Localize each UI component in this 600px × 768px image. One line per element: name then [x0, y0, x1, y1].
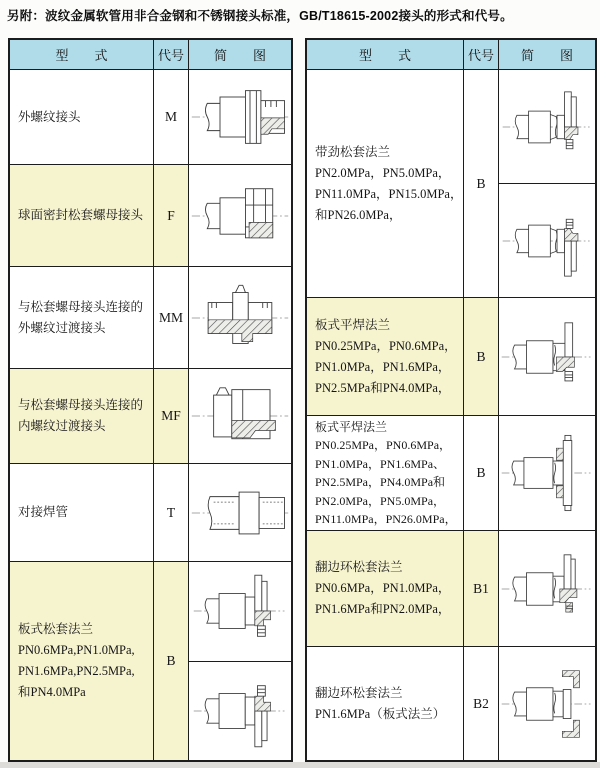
code-cell: B2: [464, 647, 499, 760]
code-cell: MM: [154, 267, 189, 369]
type-cell: [10, 369, 154, 464]
necked-loose-flange-up-diagram: [501, 75, 593, 179]
diagram-cell: [499, 70, 595, 298]
type-text: 球面密封松套螺母接头: [18, 208, 144, 222]
male-thread-fitting-diagram: [190, 75, 290, 159]
type-cell: [10, 267, 154, 369]
flanged-ring-loose-plate-flange-diagram: [500, 654, 594, 754]
type-text: 外螺纹接头: [18, 109, 81, 124]
diagram-subcell: [189, 662, 291, 761]
type-text: 对接焊管: [18, 505, 69, 519]
diagram-cell: [189, 369, 291, 464]
type-text: 和PN26.0MPa，: [315, 207, 402, 222]
female-thread-transition-diagram: [190, 373, 290, 459]
type-text: 板式平焊法兰: [315, 419, 388, 434]
type-cell: [307, 298, 464, 416]
diagram-cell: [189, 464, 291, 562]
code-cell: B: [464, 70, 499, 298]
code-cell: MF: [154, 369, 189, 464]
header-code: 代号: [464, 40, 499, 70]
header-diagram: 简 图: [499, 40, 595, 70]
diagram-cell: [189, 165, 291, 267]
diagram-subcell: [499, 70, 595, 184]
necked-loose-flange-down-diagram: [501, 189, 593, 293]
diagram-cell: [499, 416, 595, 531]
type-text: 带劲松套法兰: [315, 144, 391, 159]
type-text: PN0.25MPa，PN0.6MPa，: [315, 338, 457, 353]
type-text: 翻边环松套法兰: [315, 685, 403, 700]
type-cell: [307, 647, 464, 760]
diagram-cell: [499, 647, 595, 760]
fittings-table-right: [305, 38, 597, 762]
type-cell: [307, 70, 464, 298]
diagram-cell: [499, 298, 595, 416]
header-type: 型 式: [10, 40, 154, 70]
header-code: 代号: [154, 40, 189, 70]
code-cell: B: [464, 298, 499, 416]
code-cell: M: [154, 70, 189, 165]
plate-loose-flange-up-diagram: [192, 566, 288, 656]
type-cell: [307, 416, 464, 531]
diagram-subcell: [499, 184, 595, 297]
code-cell: F: [154, 165, 189, 267]
code-cell: T: [154, 464, 189, 562]
type-text: PN0.6MPa,PN1.0MPa,: [18, 643, 135, 657]
plate-loose-flange-down-diagram: [192, 666, 288, 756]
header-type: 型 式: [307, 40, 464, 70]
diagram-cell: [189, 267, 291, 369]
type-text: 外螺纹过渡接头: [18, 320, 106, 335]
type-cell: [10, 70, 154, 165]
type-text: PN11.0MPa，PN26.0MPa，: [315, 512, 457, 526]
type-text: PN1.6MPa,PN2.5MPa,: [18, 664, 135, 678]
diagram-subcell: [189, 562, 291, 662]
type-text: PN1.6MPa和PN2.0MPa，: [315, 602, 451, 616]
male-thread-transition-diagram: [190, 272, 290, 364]
spherical-seal-loose-nut-diagram: [190, 170, 290, 262]
type-text: PN0.6MPa，PN1.0MPa，: [315, 581, 451, 595]
page-bottom-margin: [0, 762, 600, 768]
type-text: PN1.0MPa，PN1.6MPa，: [315, 359, 451, 374]
diagram-cell: [499, 531, 595, 647]
type-text: 内螺纹过渡接头: [18, 419, 106, 433]
type-text: PN1.0MPa，PN1.6MPa、: [315, 456, 446, 471]
type-text: 与松套螺母接头连接的: [18, 398, 144, 412]
type-cell: [307, 531, 464, 647]
code-cell: B: [154, 562, 189, 760]
type-text: PN2.5MPa和PN4.0MPa，: [315, 380, 451, 395]
flanged-ring-loose-flange-diagram: [500, 538, 594, 640]
type-text: PN2.0MPa，PN5.0MPa，: [315, 493, 446, 508]
code-cell: B: [464, 416, 499, 531]
butt-weld-pipe-diagram: [190, 470, 290, 556]
type-text: 板式松套法兰: [18, 622, 94, 636]
type-text: PN0.25MPa，PN0.6MPa，: [315, 438, 452, 452]
type-cell: [10, 464, 154, 562]
type-text: PN1.6MPa（板式法兰）: [315, 706, 446, 721]
fittings-table-left: [8, 38, 293, 762]
header-diagram: 简 图: [189, 40, 291, 70]
type-cell: [10, 165, 154, 267]
plate-weld-flange-diagram: [500, 305, 594, 409]
type-cell: [10, 562, 154, 760]
code-cell: B1: [464, 531, 499, 647]
type-text: 板式平焊法兰: [315, 317, 391, 332]
page-caption: 另附：波纹金属软管用非合金钢和不锈钢接头标准，GB/T18615-2002接头的形式和代号。: [7, 9, 513, 23]
type-text: 与松套螺母接头连接的: [18, 299, 144, 314]
type-text: 和PN4.0MPa: [18, 685, 86, 699]
type-text: PN2.0MPa，PN5.0MPa，: [315, 165, 451, 180]
diagram-cell: [189, 562, 291, 760]
type-text: 翻边环松套法兰: [315, 560, 403, 574]
type-text: PN11.0MPa，PN15.0MPa，: [315, 186, 463, 201]
type-text: PN2.5MPa，PN4.0MPa和: [315, 475, 446, 489]
diagram-cell: [189, 70, 291, 165]
plate-weld-flange-symmetric-diagram: [500, 422, 594, 524]
